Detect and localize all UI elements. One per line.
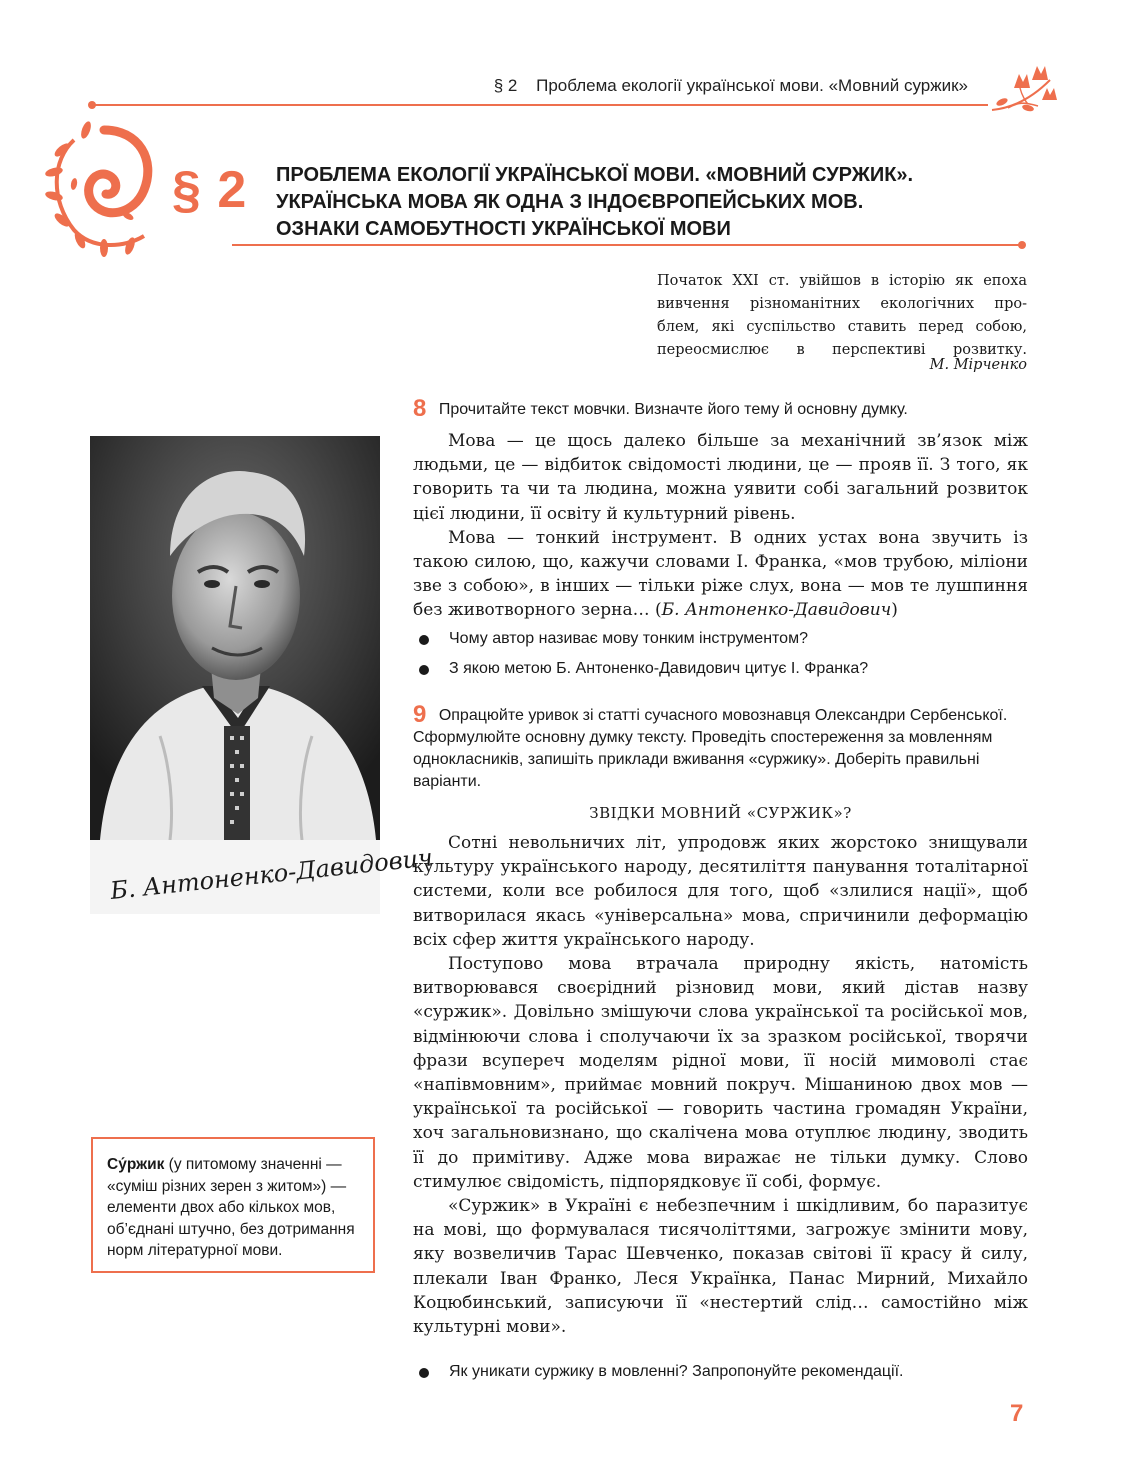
question-item: Чому автор називає мову тонким інструментом? bbox=[413, 628, 1028, 658]
definition-box bbox=[91, 1137, 375, 1273]
title-rule-dot bbox=[1018, 241, 1026, 249]
text-paragraph-body: Мова — тонкий інструмент. В одних устах вона звучить із такою силою, що, кажучи словами І. Франка, «мов трубою, міліони зве з собою», в інших — тільки ріже слух, вона — мов те лушпиння без животворного зерна… ( bbox=[413, 527, 1028, 621]
task-8-questions bbox=[413, 628, 1028, 688]
definition-text: (у питомому значенні — «суміш різних зерен з житом») — елементи двох або кількох мов, об’єднані штучно, без дотримання норм літературної мови. bbox=[107, 1156, 355, 1259]
citation-close: ) bbox=[891, 600, 898, 621]
task-instruction: Прочитайте текст мовчки. Визначте його тему й основну думку. bbox=[438, 401, 908, 418]
swirl-ornament-icon bbox=[44, 120, 164, 255]
epigraph-line: Початок XXI ст. увійшов в історію як епоха bbox=[657, 273, 1027, 289]
task-9-text bbox=[413, 831, 1028, 1339]
task-9-questions bbox=[413, 1361, 1028, 1391]
task-9 bbox=[413, 701, 1028, 793]
text-paragraph: Мова — це щось далеко більше за механічний зв’язок між людьми, це — відбиток свідомості людини, це — прояв її. З того, як говорить та чи та людина, можна уявити собі загальний розвиток цієї людини, її освіту й культурний рівень. bbox=[413, 431, 1028, 524]
text-paragraph bbox=[413, 526, 1028, 623]
citation-author: Б. Антоненко-Давидович bbox=[661, 600, 892, 621]
section-title-line: УКРАЇНСЬКА МОВА ЯК ОДНА З ІНДОЄВРОПЕЙСЬКИХ МОВ. bbox=[276, 191, 864, 213]
task-number: 9 bbox=[413, 701, 427, 728]
section-title-line: ОЗНАКИ САМОБУТНОСТІ УКРАЇНСЬКОЇ МОВИ bbox=[276, 218, 731, 240]
page-number: 7 bbox=[1010, 1400, 1024, 1427]
epigraph-author: М. Мірченко bbox=[929, 357, 1027, 373]
section-title-line: ПРОБЛЕМА ЕКОЛОГІЇ УКРАЇНСЬКОЇ МОВИ. «МОВНИЙ СУРЖИК». bbox=[276, 164, 914, 186]
text-paragraph: Поступово мова втрачала природну якість, натомість витворювався своєрідний різновид мови, який дістав назву «суржик». Довільно змішуючи слова української та російської мов, відмінюючи слова і сполучаючи їх за зразком російської, творячи фрази всупереч моделям рідної мови, її носій мимоволі стає «напівмовним», приймає мовний покруч. Мішаниною двох мов — української та російської — говорить частина громадян України, хоч загальновизнано, що скалічена мова отуплює людину, зводить її до примітиву. Адже мова виражає не тільки думку. Слово стимулює свідомість, підпорядковує її собі, формує. bbox=[413, 954, 1028, 1192]
running-header-section: § 2 bbox=[493, 76, 518, 95]
question-item: З якою метою Б. Антоненко-Давидович цитує І. Франка? bbox=[413, 658, 1028, 688]
task-number: 8 bbox=[413, 395, 427, 422]
section-badge: § 2 bbox=[172, 161, 248, 219]
portrait-signature: Б. Антоненко-Давидович bbox=[108, 843, 435, 906]
flower-ornament-icon bbox=[988, 58, 1064, 116]
text-paragraph: «Суржик» в Україні є небезпечним і шкідливим, бо паразитує на мові, що формувалася тисячоліттями, загрожує змінити мову, яку возвеличив Тарас Шевченко, показав світові її красу й силу, плекали Іван Франко, Леся Українка, Панас Мирний, Михайло Коцюбинський, записуючи її «нестертий слід… самостійно між культурні мови». bbox=[413, 1196, 1028, 1338]
header-rule bbox=[92, 104, 988, 106]
portrait-photo bbox=[90, 436, 435, 914]
task-8-text bbox=[413, 429, 1028, 623]
text-paragraph: Сотні невольничих літ, упродовж яких жорстоко знищували культуру українського народу, десятиліття панування тоталітарної системи, коли все робилося для того, щоб «злилися нації», щоб витворилася якась «універсальна» мова, спричинили деформацію всіх сфер життя українського народу. bbox=[413, 833, 1028, 950]
question-item: Як уникати суржику в мовленні? Запропонуйте рекомендації. bbox=[413, 1361, 1028, 1391]
section-title bbox=[276, 162, 1036, 243]
task-8 bbox=[413, 395, 1028, 422]
definition-term: Су́ржик bbox=[107, 1156, 165, 1173]
epigraph-line: вивчення різноманітних екологічних про- bbox=[657, 296, 1027, 312]
epigraph bbox=[657, 270, 1027, 362]
title-rule bbox=[232, 244, 1022, 246]
running-header-title: Проблема екології української мови. «Мовний суржик» bbox=[536, 76, 968, 95]
task-instruction: Опрацюйте уривок зі статті сучасного мовознавця Олександри Сербенської. Сформулюйте основну думку тексту. Проведіть спостереження за мовленням однокласників, запишіть приклади вживання «суржику». Доберіть правильні варіанти. bbox=[413, 707, 1008, 790]
epigraph-line: блем, які суспільство ставить перед собою, bbox=[657, 319, 1027, 335]
text-heading: ЗВІДКИ МОВНИЙ «СУРЖИК»? bbox=[589, 804, 852, 822]
epigraph-line: переосмислює в перспективі розвитку. bbox=[657, 342, 1027, 358]
running-header bbox=[0, 76, 968, 96]
